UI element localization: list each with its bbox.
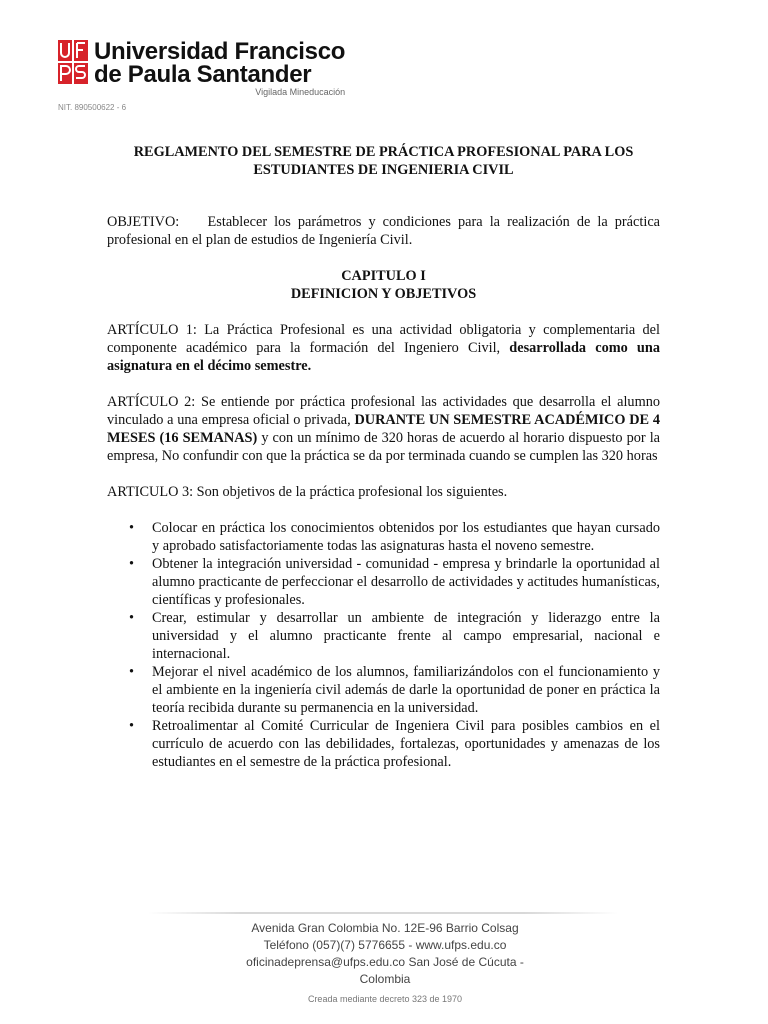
footer-phone: Teléfono (057)(7) 5776655 - www.ufps.edu.co — [263, 938, 507, 952]
objective-text: Establecer los parámetros y condiciones para la realización de la práctica profesional en el plan de estudios de Ingeniería Civil. — [107, 214, 661, 248]
document-title-line2: ESTUDIANTES DE INGENIERIA CIVIL — [253, 162, 514, 178]
article-1 — [107, 321, 660, 375]
article-2-text-b: y con un mínimo de 320 horas de acuerdo al horario dispuesto por la empresa, No confundir con que la práctica se da por terminada cuando se cumplen las 320 horas — [107, 430, 661, 464]
nit-number: NIT. 890500622 - 6 — [58, 103, 127, 112]
article-2 — [107, 393, 660, 465]
university-name-line1: Universidad Francisco — [94, 38, 346, 65]
chapter-heading: CAPITULO I — [341, 268, 426, 284]
footer-address: Avenida Gran Colombia No. 12E-96 Barrio Colsag — [251, 921, 519, 935]
article-1-text: ARTÍCULO 1: La Práctica Profesional es una actividad obligatoria y complementaria del componente académico para la formación del Ingeniero Civil, — [107, 322, 660, 356]
article-2-bold: DURANTE UN SEMESTRE ACADÉMICO DE 4 MESES (16 SEMANAS) — [107, 412, 661, 446]
list-item: • Retroalimentar al Comité Curricular de Ingeniera Civil para posibles cambios en el currículo de acuerdo con las debilidades, fortalezas, oportunidades y amenazas de los estudiantes en el semestre de la práctica profesional. — [152, 717, 660, 771]
footer-decree: Creada mediante decreto 323 de 1970 — [307, 994, 463, 1004]
article-3: ARTICULO 3: Son objetivos de la práctica profesional los siguientes. — [107, 484, 508, 500]
objective-label: OBJETIVO: — [107, 214, 180, 230]
university-logo — [58, 40, 345, 97]
article-1-bold: desarrollada como una asignatura en el décimo semestre. — [107, 340, 660, 374]
document-title-line1: REGLAMENTO DEL SEMESTRE DE PRÁCTICA PROFESIONAL PARA LOS — [133, 144, 634, 160]
article-2-text-a: ARTÍCULO 2: Se entiende por práctica profesional las actividades que desarrolla el alumno vinculado a una empresa oficial o privada, — [107, 394, 660, 428]
footer-email: oficinadeprensa@ufps.edu.co San José de Cúcuta - Colombia — [246, 955, 524, 986]
list-item: • Obtener la integración universidad - comunidad - empresa y brindarle la oportunidad al alumno practicante de perfeccionar el desarrollo de actividades y actitudes humanísticas, científicas y profesionales. — [152, 555, 660, 609]
letterhead — [58, 40, 345, 112]
objectives-list — [107, 519, 660, 771]
objective-paragraph — [107, 213, 660, 249]
chapter-subheading: DEFINICION Y OBJETIVOS — [290, 286, 477, 302]
university-name — [94, 40, 345, 97]
list-item: • Colocar en práctica los conocimientos obtenidos por los estudiantes que hayan cursado y aprobado satisfactoriamente todas las asignaturas hasta el noveno semestre. — [152, 519, 660, 555]
vigilada-label: Vigilada Mineducación — [255, 87, 346, 97]
footer-divider — [148, 912, 618, 914]
list-item: • Mejorar el nivel académico de los alumnos, familiarizándolos con el funcionamiento y el ambiente en la ingeniería civil además de darle la oportunidad de poner en práctica la teoría recibida durante su permanencia en la universidad. — [152, 663, 660, 717]
list-item: • Crear, estimular y desarrollar un ambiente de integración y liderazgo entre la universidad y el alumno practicante frente al campo empresarial, nacional e internacional. — [152, 609, 660, 663]
ufps-logo-mark-icon — [58, 40, 88, 84]
footer — [230, 920, 540, 1008]
document-body — [107, 143, 660, 771]
university-name-line2: de Paula Santander — [94, 61, 312, 88]
